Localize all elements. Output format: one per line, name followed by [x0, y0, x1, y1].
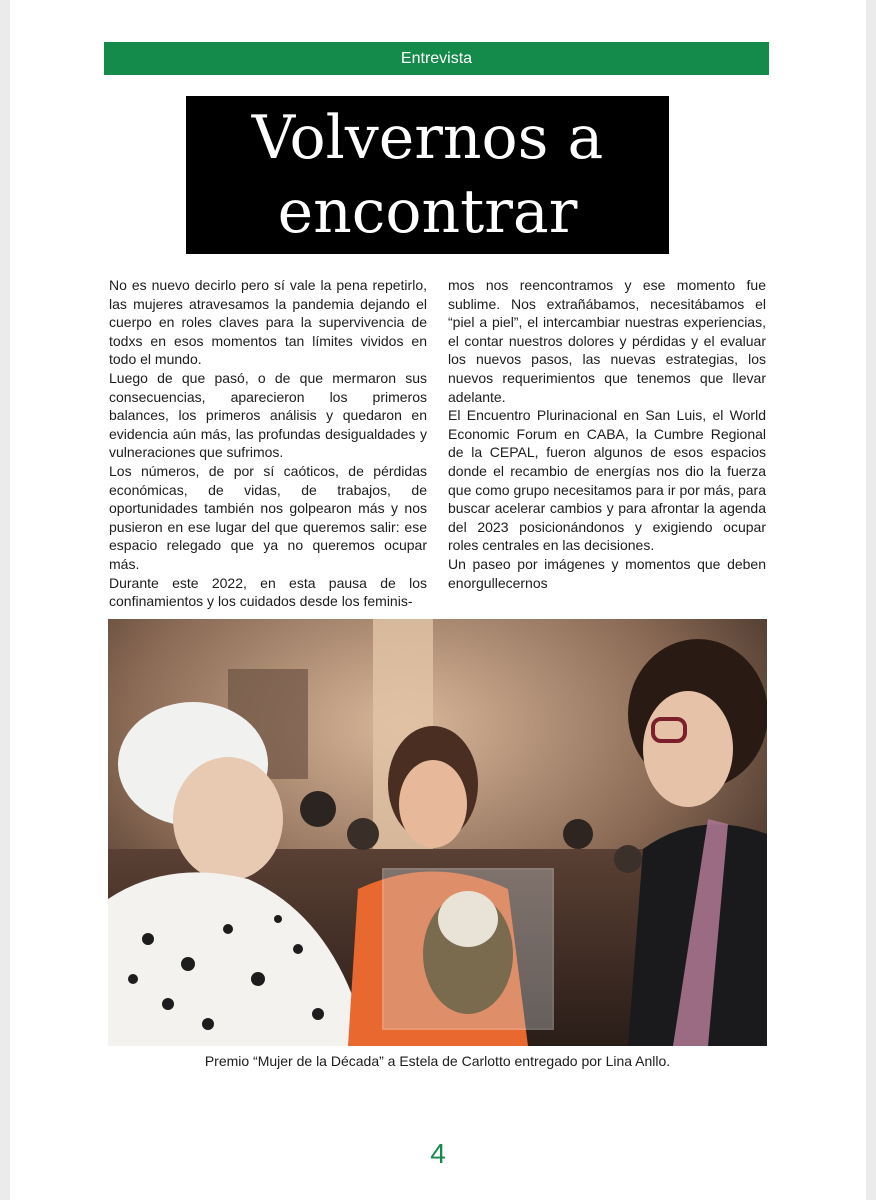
- award-photo-illustration: [108, 619, 767, 1046]
- paragraph: No es nuevo decirlo pero sí vale la pena repetirlo, las mujeres atravesamos la pandemia dejando el cuerpo en roles claves para la supervivencia de todxs en esos momentos tan límites vividos en todo el mundo.: [109, 277, 427, 368]
- article-title-line-2: encontrar: [277, 177, 578, 247]
- article-body: [109, 276, 766, 610]
- paragraph: mos nos reencontramos y ese momento fue sublime. Nos extrañábamos, necesitábamos el “piel a piel”, el intercambiar nuestras experiencias, el contar nuestros dolores y pérdidas y el evaluar los nuevos pasos, las nuevas estrategias, los nuevos requerimientos que tenemos que llevar adelante.: [448, 277, 766, 405]
- page-number: 4: [430, 1138, 446, 1169]
- article-column-right: [448, 276, 766, 600]
- article-title-line-1: Volvernos a: [251, 103, 604, 173]
- award-photo: [108, 619, 767, 1046]
- paragraph: Luego de que pasó, o de que mermaron sus consecuencias, aparecieron los primeros balances, los primeros análisis y quedaron en evidencia aún más, las profundas desigualdades y vulneraciones que sufrimos.: [109, 369, 427, 461]
- paragraph: El Encuentro Plurinacional en San Luis, el World Economic Forum en CABA, la Cumbre Regional de la CEPAL, fueron algunos de esos espacios donde el recambio de energías nos dio la fuerza que como grupo necesitamos para ir por más, para buscar acelerar cambios y para afrontar la agenda del 2023 posicionándonos y exigiendo ocupar roles centrales en las decisiones.: [448, 407, 766, 554]
- photo-caption: Premio “Mujer de la Década” a Estela de Carlotto entregado por Lina Anllo.: [204, 1053, 671, 1069]
- section-label: Entrevista: [104, 42, 769, 75]
- magazine-page: [10, 0, 866, 1200]
- paragraph: Durante este 2022, en esta pausa de los confinamientos y los cuidados desde los feminis-: [109, 574, 427, 610]
- article-column-left: [109, 276, 427, 610]
- article-title: [186, 96, 669, 254]
- paragraph: Un paseo por imágenes y momentos que deben enorgullecernos: [448, 555, 766, 591]
- paragraph: Los números, de por sí caóticos, de pérdidas económicas, de vidas, de trabajos, de oportunidades también nos golpearon más y nos pusieron en ese lugar del que queremos salir: ese espacio relegado que ya no queremos ocupar más.: [109, 462, 427, 572]
